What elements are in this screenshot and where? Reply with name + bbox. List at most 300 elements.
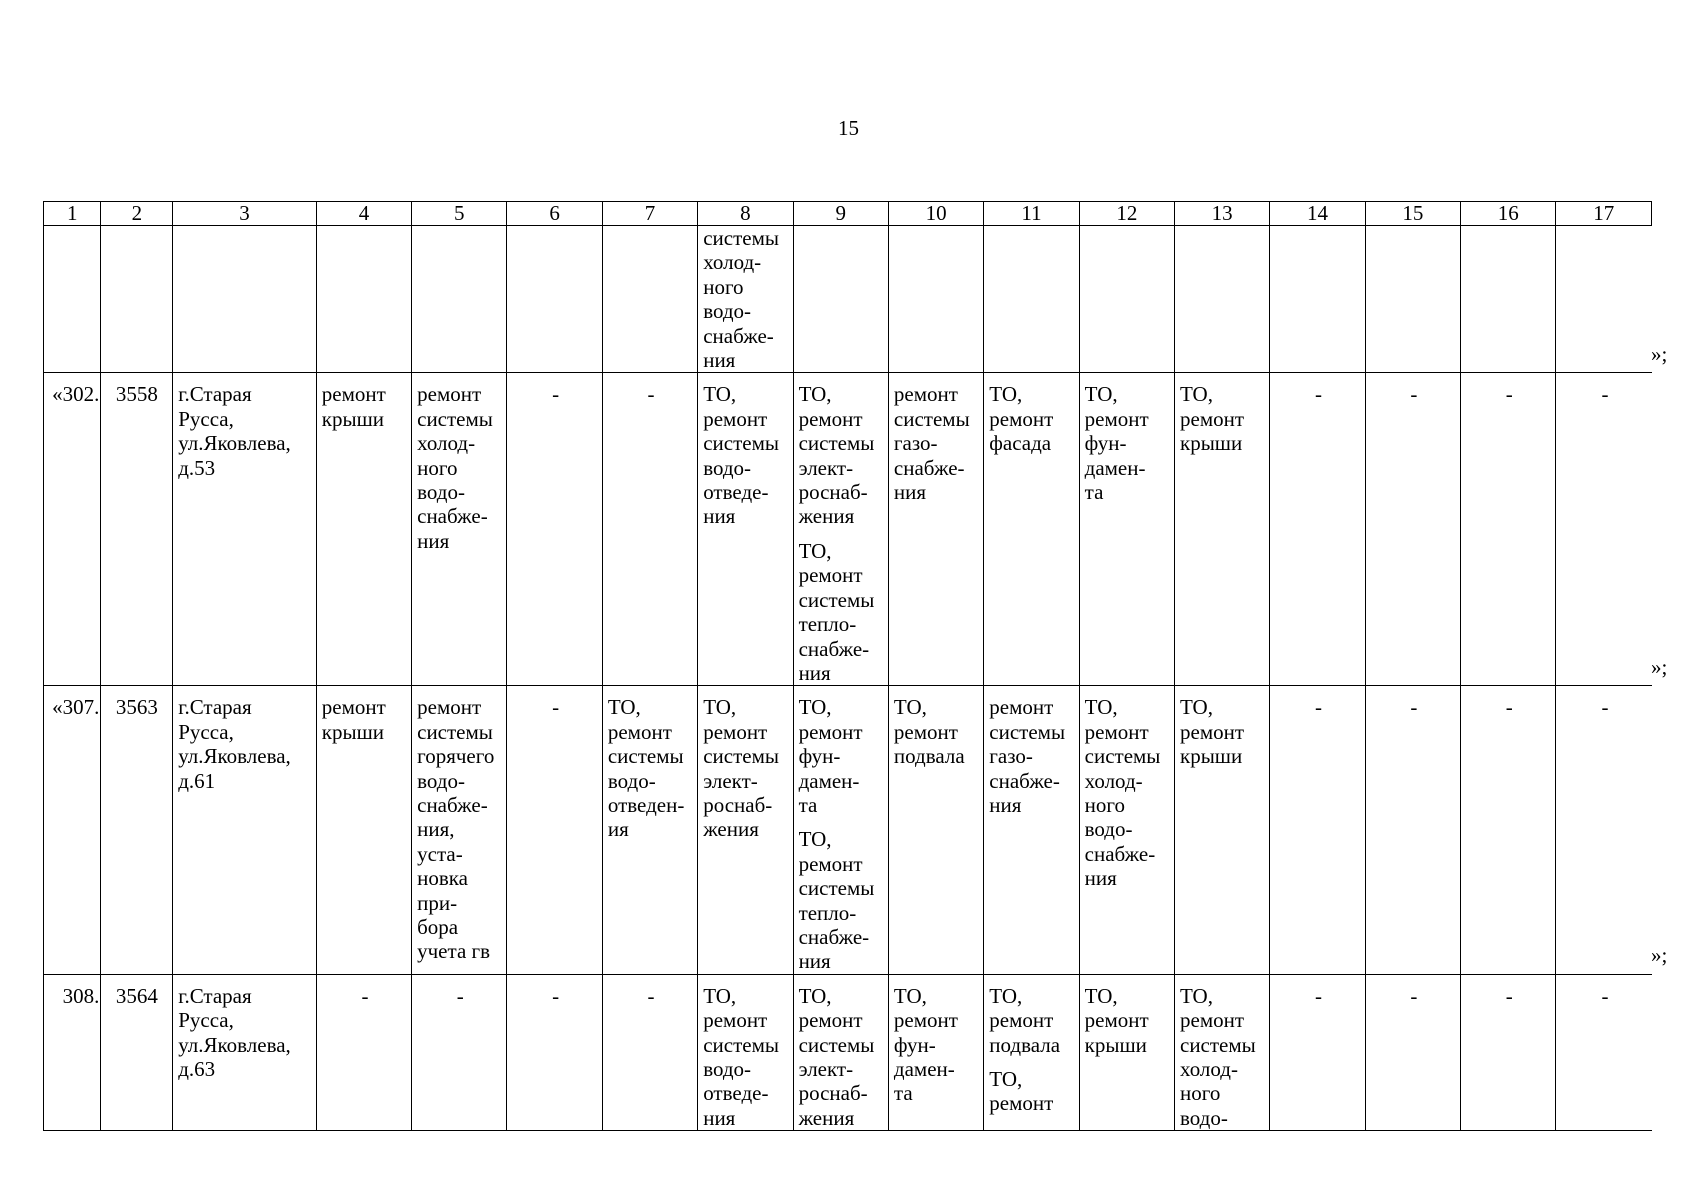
work-entry [1085, 695, 1171, 890]
cell-line: г.Старая [178, 983, 252, 1008]
work-entry [1275, 382, 1361, 406]
cell-line: водо- [417, 480, 465, 505]
cell-line: - [1601, 983, 1609, 1008]
work-entry [1275, 695, 1361, 719]
cell-line: жения [798, 504, 855, 529]
cell-line: ремонт [798, 719, 863, 744]
work-entry [512, 695, 598, 719]
row-number: «302. [44, 373, 101, 686]
cell-line: системы [893, 406, 970, 431]
work-entry [1466, 695, 1552, 719]
cell-line: фасада [989, 431, 1052, 456]
cell-line: снабже- [893, 455, 965, 480]
work-entry [799, 695, 885, 817]
work-cell [507, 226, 602, 373]
cell-line: - [1315, 382, 1323, 407]
cell-line: ния, [417, 817, 455, 842]
work-cell [412, 686, 507, 974]
cell-line: - [647, 382, 655, 407]
work-cell [1461, 226, 1556, 373]
cell-line: Русса, [178, 1008, 234, 1033]
cell-line: ремонт [989, 1008, 1054, 1033]
cell-line: та [798, 792, 818, 817]
cell-line: тепло- [798, 900, 857, 925]
work-cell [507, 373, 602, 686]
column-number: 1 [44, 202, 101, 226]
cell-line: фун- [798, 744, 841, 769]
work-cell [507, 686, 602, 974]
work-entry [1371, 984, 1457, 1008]
column-number: 12 [1079, 202, 1174, 226]
column-number: 3 [173, 202, 317, 226]
work-cell [507, 974, 602, 1130]
cell-line: г.Старая [178, 695, 252, 720]
house-code: 3563 [101, 686, 173, 974]
work-cell [1175, 373, 1270, 686]
work-cell [602, 974, 697, 1130]
cell-line: ТО, [703, 382, 737, 407]
work-entry [989, 382, 1075, 455]
cell-line: ремонт [1180, 1008, 1245, 1033]
cell-line: ния [798, 949, 831, 974]
page-number: 15 [838, 116, 859, 140]
table-row [44, 974, 1652, 1130]
cell-line: отведе- [703, 1081, 769, 1106]
cell-line: ного [703, 274, 744, 299]
cell-line: газо- [989, 744, 1033, 769]
work-cell [316, 373, 411, 686]
cell-line: уста- [417, 841, 463, 866]
cell-line: - [456, 983, 464, 1008]
cell-line: при- [417, 890, 458, 915]
work-cell [698, 974, 793, 1130]
column-number: 14 [1270, 202, 1365, 226]
cell-line: ремонт [1180, 719, 1245, 744]
work-cell [602, 373, 697, 686]
work-cell [1079, 226, 1174, 373]
cell-line: ремонт [703, 406, 768, 431]
work-entry [1371, 695, 1457, 719]
work-entry [703, 226, 789, 372]
house-code [101, 226, 173, 373]
cell-line: крыши [1180, 744, 1243, 769]
cell-line: элект- [703, 768, 758, 793]
cell-line: роснаб- [798, 1081, 868, 1106]
cell-line: - [1601, 695, 1609, 720]
cell-line: системы [798, 876, 875, 901]
work-entry [417, 695, 503, 963]
house-code: 3564 [101, 974, 173, 1130]
cell-line: ремонт [893, 1008, 958, 1033]
table-body [44, 202, 1652, 1131]
work-cell [602, 686, 697, 974]
column-number: 17 [1556, 202, 1652, 226]
column-number: 9 [793, 202, 888, 226]
work-cell [1175, 686, 1270, 974]
cell-line: ТО, [1180, 382, 1213, 407]
work-entry [799, 382, 885, 528]
cell-line: тепло- [798, 612, 857, 637]
work-entry [1085, 984, 1171, 1057]
cell-line: холод- [703, 250, 762, 275]
cell-line: ния [703, 1105, 736, 1130]
column-number: 2 [101, 202, 173, 226]
cell-line: ТО, [1180, 983, 1213, 1008]
cell-line: холод- [1084, 768, 1143, 793]
cell-line: ТО, [798, 983, 832, 1008]
work-cell [888, 974, 983, 1130]
work-entry [989, 1067, 1075, 1116]
cell-line: дамен- [798, 768, 860, 793]
work-cell [698, 226, 793, 373]
cell-line: системы [417, 719, 493, 744]
cell-line: ного [417, 455, 458, 480]
cell-line: - [552, 983, 560, 1008]
address-cell [173, 686, 317, 974]
work-entry [894, 695, 980, 768]
address-cell [173, 226, 317, 373]
cell-line: ТО, [607, 695, 641, 720]
cell-line: ремонт [893, 719, 958, 744]
cell-line: - [361, 983, 369, 1008]
work-cell [316, 974, 411, 1130]
work-entry [322, 984, 408, 1008]
header-row [44, 202, 1652, 226]
cell-line: ТО, [1084, 695, 1118, 720]
cell-line: водо- [703, 1057, 752, 1081]
cell-line: системы [1180, 1032, 1256, 1057]
work-entry [703, 382, 789, 528]
work-entry [894, 984, 980, 1106]
cell-line: снабже- [703, 323, 774, 348]
cell-line: дамен- [893, 1057, 955, 1081]
cell-line: бора [417, 914, 459, 939]
work-cell [1556, 686, 1652, 974]
work-entry [322, 695, 408, 744]
closing-quote-mark: »; [1651, 655, 1668, 679]
work-cell [1175, 226, 1270, 373]
cell-line: ремонт [798, 406, 863, 431]
work-entry [1561, 695, 1648, 719]
cell-line: Русса, [178, 406, 234, 431]
cell-line: ул.Яковлева, [178, 431, 291, 456]
work-entry [703, 984, 789, 1130]
work-entry [989, 695, 1075, 817]
cell-line: д.53 [178, 455, 216, 480]
cell-line: ТО, [1180, 695, 1213, 720]
work-cell [1270, 974, 1365, 1130]
work-cell [1079, 373, 1174, 686]
cell-line: ремонт [798, 563, 863, 588]
work-cell [1461, 686, 1556, 974]
work-cell [1079, 974, 1174, 1130]
cell-line: снабже- [1084, 841, 1156, 866]
work-cell [1556, 226, 1652, 373]
cell-line: ТО, [1084, 382, 1118, 407]
cell-line: ТО, [798, 695, 832, 720]
cell-line: водо- [1180, 1105, 1228, 1130]
cell-line: ремонт [1084, 406, 1149, 431]
column-number: 16 [1461, 202, 1556, 226]
cell-line: - [1410, 983, 1418, 1008]
cell-line: системы [1084, 744, 1161, 769]
cell-line: ного [1180, 1081, 1221, 1106]
cell-line: ТО, [703, 695, 737, 720]
cell-line: холод- [417, 431, 476, 456]
address-cell [173, 373, 317, 686]
work-cell [698, 373, 793, 686]
work-cell [793, 686, 888, 974]
cell-line: ул.Яковлева, [178, 744, 291, 769]
column-number: 11 [984, 202, 1079, 226]
cell-line: крыши [1084, 1032, 1147, 1057]
cell-line: ремонт [989, 1091, 1054, 1116]
cell-line: ТО, [798, 827, 832, 852]
cell-line: - [552, 382, 560, 407]
cell-line: элект- [798, 455, 854, 480]
cell-line: отведе- [703, 480, 769, 505]
work-entry [417, 984, 503, 1008]
cell-line: ТО, [989, 382, 1023, 407]
cell-line: ремонт [989, 695, 1054, 720]
cell-line: ния [417, 528, 450, 553]
cell-line: фун- [893, 1032, 936, 1057]
cell-line: роснаб- [703, 792, 773, 817]
column-number: 4 [316, 202, 411, 226]
row-number: «307. [44, 686, 101, 974]
cell-line: - [1601, 382, 1609, 407]
cell-line: снабже- [417, 504, 488, 529]
work-cell [793, 373, 888, 686]
cell-line: ремонт [321, 695, 386, 720]
address-cell [173, 974, 317, 1130]
work-cell [984, 373, 1079, 686]
work-cell [793, 226, 888, 373]
work-cell [1461, 373, 1556, 686]
cell-line: ТО, [703, 983, 737, 1008]
column-number: 8 [698, 202, 793, 226]
work-entry [1371, 382, 1457, 406]
cell-line: системы [703, 1032, 779, 1057]
table-row [44, 226, 1652, 373]
work-entry [894, 382, 980, 504]
cell-line: снабже- [989, 768, 1060, 793]
cell-line: холод- [1180, 1057, 1238, 1081]
cell-line: жения [703, 817, 759, 842]
cell-line: ремонт [703, 1008, 768, 1033]
cell-line: ТО, [798, 538, 832, 563]
cell-line: роснаб- [798, 480, 868, 505]
repair-schedule-table [43, 201, 1652, 1131]
work-cell [793, 974, 888, 1130]
cell-line: крыши [321, 406, 384, 431]
cell-line: системы [703, 431, 779, 456]
cell-line: жения [798, 1105, 855, 1130]
cell-line: системы [989, 719, 1066, 744]
cell-line: - [1505, 382, 1513, 407]
cell-line: дамен- [1084, 455, 1146, 480]
cell-line: ТО, [1084, 983, 1118, 1008]
work-cell [316, 686, 411, 974]
cell-line: - [1505, 983, 1513, 1008]
cell-line: газо- [893, 431, 938, 456]
cell-line: водо- [607, 768, 656, 793]
column-number: 13 [1175, 202, 1270, 226]
cell-line: ремонт [417, 695, 482, 720]
work-entry [608, 984, 694, 1008]
work-cell [1365, 226, 1460, 373]
work-entry [1085, 382, 1171, 504]
cell-line: ния [1084, 866, 1117, 891]
closing-quote-mark: »; [1651, 342, 1668, 366]
cell-line: системы [417, 406, 493, 431]
work-cell [984, 226, 1079, 373]
work-cell [888, 373, 983, 686]
work-cell [1270, 373, 1365, 686]
cell-line: системы [607, 744, 684, 769]
cell-line: ТО, [798, 382, 832, 407]
work-cell [698, 686, 793, 974]
cell-line: горячего [417, 744, 495, 769]
work-entry [1180, 984, 1266, 1130]
work-entry [1466, 984, 1552, 1008]
cell-line: ТО, [893, 695, 927, 720]
cell-line: ремонт [1180, 406, 1245, 431]
cell-line: ремонт [321, 382, 386, 407]
work-entry [1180, 695, 1266, 768]
cell-line: фун- [1084, 431, 1127, 456]
work-cell [412, 226, 507, 373]
cell-line: - [552, 695, 560, 720]
work-entry [1466, 382, 1552, 406]
work-entry [322, 382, 408, 431]
cell-line: системы [703, 744, 779, 769]
work-cell [1270, 226, 1365, 373]
work-cell [1079, 686, 1174, 974]
work-cell [1461, 974, 1556, 1130]
cell-line: ния [989, 792, 1022, 817]
house-code: 3558 [101, 373, 173, 686]
cell-line: ремонт [607, 719, 672, 744]
cell-line: - [1410, 695, 1418, 720]
cell-line: подвала [989, 1032, 1061, 1057]
work-cell [1556, 974, 1652, 1130]
cell-line: ремонт [798, 1008, 863, 1033]
work-entry [608, 382, 694, 406]
cell-line: ния [798, 660, 831, 685]
cell-line: - [647, 983, 655, 1008]
work-entry [799, 984, 885, 1130]
work-cell [1365, 974, 1460, 1130]
table-row [44, 686, 1652, 974]
cell-line: новка [417, 866, 468, 891]
cell-line: ия [607, 817, 629, 842]
work-entry [512, 382, 598, 406]
cell-line: та [893, 1081, 913, 1106]
row-number: 308. [44, 974, 101, 1130]
cell-line: ния [893, 480, 927, 505]
work-cell [1556, 373, 1652, 686]
column-number: 5 [412, 202, 507, 226]
cell-line: водо- [417, 768, 465, 793]
cell-line: - [1315, 983, 1323, 1008]
work-entry [989, 984, 1075, 1057]
cell-line: ТО, [989, 983, 1023, 1008]
cell-line: ремонт [703, 719, 768, 744]
row-number [44, 226, 101, 373]
work-cell [984, 686, 1079, 974]
cell-line: снабже- [417, 792, 488, 817]
cell-line: ТО, [989, 1067, 1023, 1091]
table-row [44, 373, 1652, 686]
cell-line: ремонт [1084, 1008, 1149, 1033]
cell-line: та [1084, 480, 1104, 505]
work-entry [1275, 984, 1361, 1008]
cell-line: крыши [1180, 431, 1243, 456]
work-entry [1561, 382, 1648, 406]
cell-line: снабже- [798, 636, 870, 661]
work-entry [799, 827, 885, 973]
work-cell [1365, 686, 1460, 974]
work-cell [1365, 373, 1460, 686]
cell-line: водо- [703, 299, 752, 324]
cell-line: крыши [321, 719, 384, 744]
column-number: 15 [1365, 202, 1460, 226]
cell-line: д.63 [178, 1057, 216, 1081]
cell-line: ния [703, 504, 736, 529]
work-cell [888, 226, 983, 373]
cell-line: ул.Яковлева, [178, 1032, 291, 1057]
cell-line: ного [1084, 792, 1125, 817]
cell-line: ремонт [893, 382, 958, 407]
cell-line: - [1410, 382, 1418, 407]
cell-line: системы [798, 1032, 875, 1057]
cell-line: системы [798, 587, 875, 612]
cell-line: водо- [703, 455, 752, 480]
work-cell [412, 373, 507, 686]
work-cell [984, 974, 1079, 1130]
cell-line: - [1505, 695, 1513, 720]
cell-line: элект- [798, 1057, 854, 1081]
cell-line: системы [703, 226, 779, 250]
work-entry [799, 539, 885, 685]
cell-line: отведен- [607, 792, 685, 817]
cell-line: снабже- [798, 924, 870, 949]
work-cell [316, 226, 411, 373]
cell-line: ТО, [893, 983, 927, 1008]
column-number: 7 [602, 202, 697, 226]
work-entry [703, 695, 789, 841]
closing-quote-mark: »; [1651, 943, 1668, 967]
column-number: 10 [888, 202, 983, 226]
cell-line: водо- [1084, 817, 1133, 842]
cell-line: учета гв [417, 939, 491, 964]
cell-line: г.Старая [178, 382, 252, 407]
work-entry [1561, 984, 1648, 1008]
cell-line: ремонт [989, 406, 1054, 431]
work-cell [412, 974, 507, 1130]
cell-line: ремонт [1084, 719, 1149, 744]
work-cell [1175, 974, 1270, 1130]
work-entry [1180, 382, 1266, 455]
cell-line: ния [703, 348, 736, 373]
cell-line: ремонт [417, 382, 482, 407]
cell-line: подвала [893, 744, 965, 769]
work-entry [512, 984, 598, 1008]
work-entry [417, 382, 503, 553]
work-cell [888, 686, 983, 974]
cell-line: Русса, [178, 719, 234, 744]
